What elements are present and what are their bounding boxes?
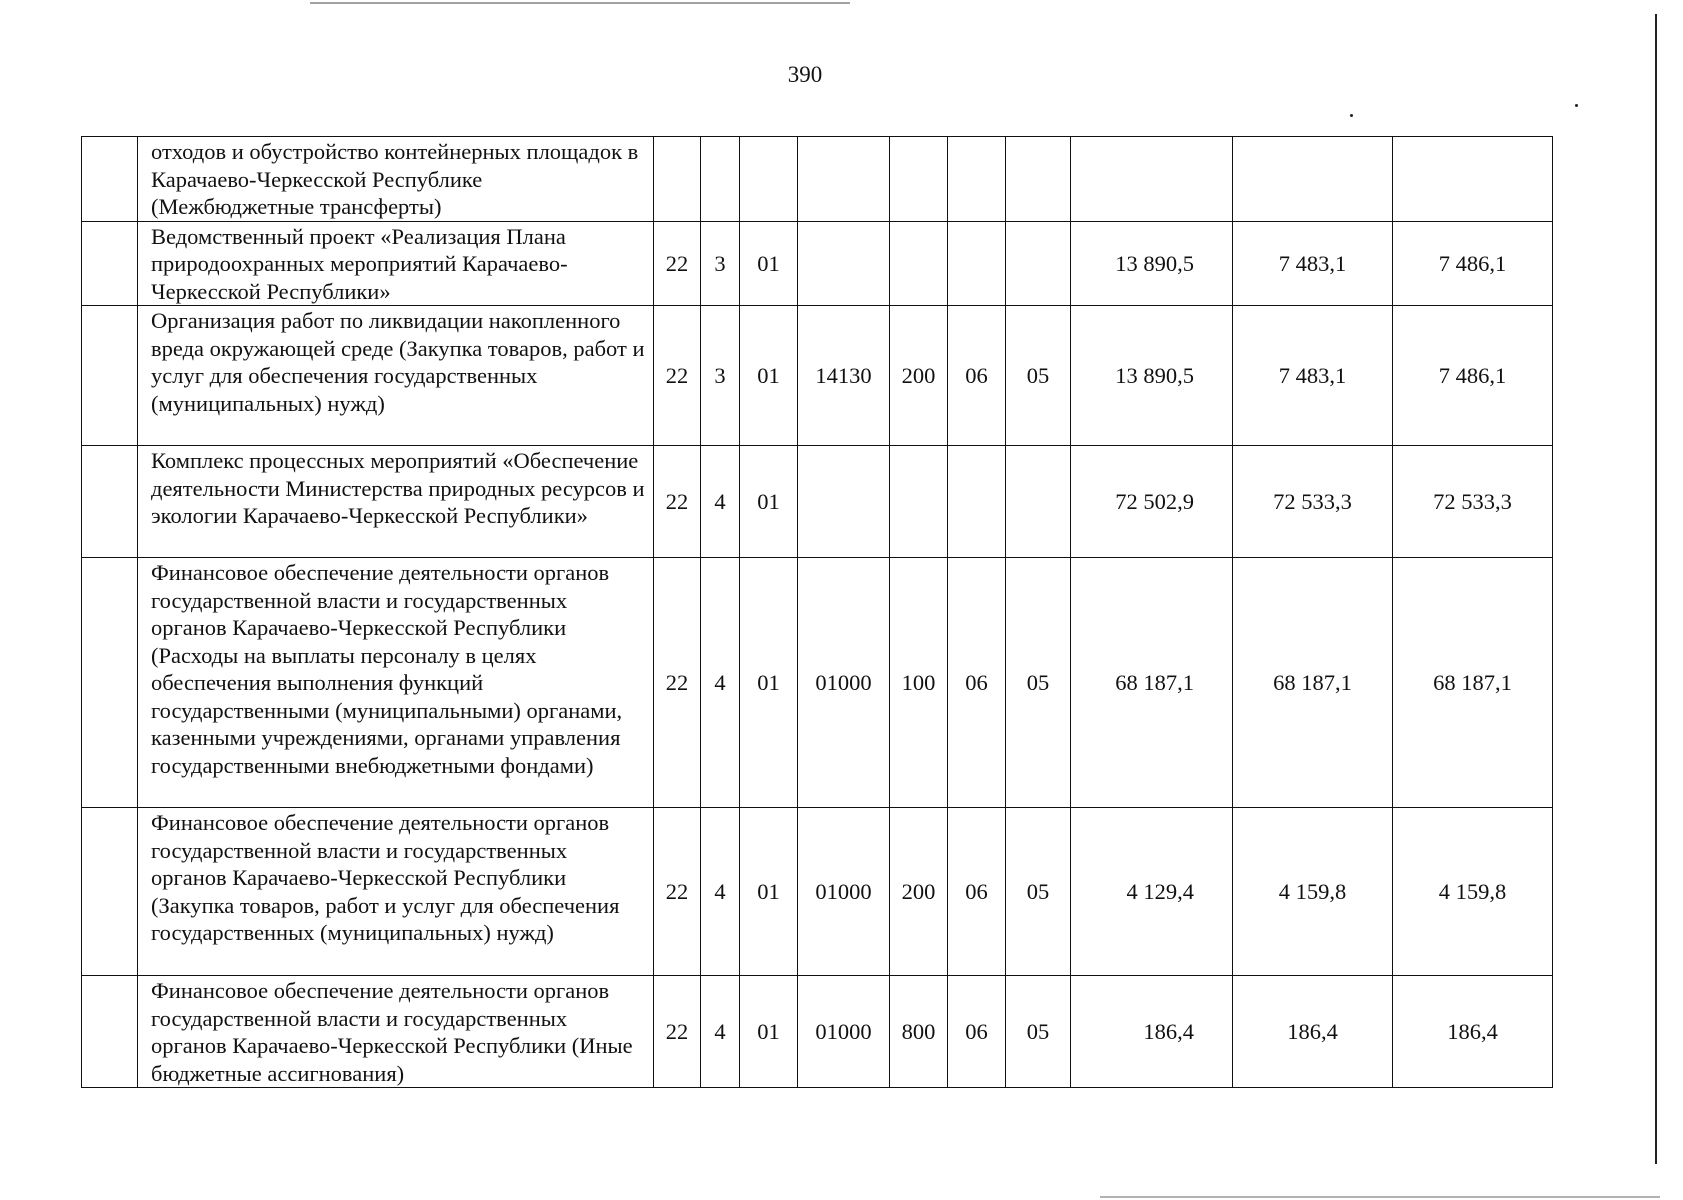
code-cell: 01 [740,221,798,306]
row-name: Финансовое обеспечение деятельности органов государственной власти и государственных органов Карачаево-Черкесской Республики (Расходы на выплаты персоналу в целях обеспечения выполнения функций государственными (муниципальными) органами, казенными учреждениями, органами управления государственными внебюджетными фондами) [138,558,654,808]
code-cell [654,137,701,222]
page-number: 390 [787,62,823,87]
row-name: Финансовое обеспечение деятельности органов государственной власти и государственных органов Карачаево-Черкесской Республики (Иные бюджетные ассигнования) [138,976,654,1088]
code-cell: 800 [890,976,948,1088]
code-cell [798,137,890,222]
amount-cell [1393,137,1553,222]
amount-cell: 186,4 [1233,976,1393,1088]
code-cell: 06 [948,558,1006,808]
code-cell: 4 [701,976,740,1088]
amount-cell: 4 159,8 [1233,808,1393,976]
code-cell: 22 [654,808,701,976]
code-cell: 05 [1006,976,1071,1088]
table-row [82,558,1553,808]
table-row [82,808,1553,976]
code-cell: 22 [654,221,701,306]
code-cell: 01000 [798,558,890,808]
amount-cell: 72 502,9 [1071,446,1233,558]
amount-cell [1233,137,1393,222]
code-cell: 01 [740,446,798,558]
code-cell: 3 [701,306,740,446]
row-name: Финансовое обеспечение деятельности органов государственной власти и государственных органов Карачаево-Черкесской Республики (Закупка товаров, работ и услуг для обеспечения государственных (муниципальных) нужд) [138,808,654,976]
row-name: Ведомственный проект «Реализация Плана природоохранных мероприятий Карачаево-Черкесской Республики» [138,221,654,306]
amount-cell: 68 187,1 [1233,558,1393,808]
code-cell: 14130 [798,306,890,446]
amount-cell: 13 890,5 [1071,221,1233,306]
code-cell [890,137,948,222]
amount-cell: 72 533,3 [1393,446,1553,558]
code-cell: 01 [740,306,798,446]
code-cell [948,221,1006,306]
code-cell: 01 [740,808,798,976]
scan-edge-right [1655,14,1657,1164]
amount-cell: 13 890,5 [1071,306,1233,446]
scan-edge-bottom [1100,1196,1660,1198]
code-cell: 4 [701,558,740,808]
code-cell [740,137,798,222]
code-cell [948,446,1006,558]
code-cell [890,446,948,558]
row-name: Организация работ по ликвидации накопленного вреда окружающей среде (Закупка товаров, работ и услуг для обеспечения государственных (муниципальных) нужд) [138,306,654,446]
code-cell: 01000 [798,976,890,1088]
blank-cell [82,446,138,558]
code-cell: 4 [701,446,740,558]
scan-speck [1350,114,1353,117]
code-cell [798,221,890,306]
budget-table [81,136,1553,1088]
code-cell: 4 [701,808,740,976]
code-cell: 01000 [798,808,890,976]
table-row [82,446,1553,558]
amount-cell: 7 483,1 [1233,306,1393,446]
amount-cell [1071,137,1233,222]
code-cell [1006,446,1071,558]
amount-cell: 4 129,4 [1071,808,1233,976]
amount-cell: 186,4 [1071,976,1233,1088]
amount-cell: 7 486,1 [1393,221,1553,306]
amount-cell: 4 159,8 [1393,808,1553,976]
blank-cell [82,976,138,1088]
code-cell: 22 [654,976,701,1088]
amount-cell: 7 483,1 [1233,221,1393,306]
code-cell: 01 [740,976,798,1088]
scan-edge-top [310,2,850,4]
code-cell: 22 [654,558,701,808]
code-cell: 05 [1006,306,1071,446]
code-cell [1006,137,1071,222]
table-row [82,976,1553,1088]
code-cell: 06 [948,306,1006,446]
code-cell: 06 [948,808,1006,976]
code-cell: 05 [1006,558,1071,808]
code-cell: 200 [890,808,948,976]
amount-cell: 68 187,1 [1393,558,1553,808]
code-cell: 22 [654,446,701,558]
amount-cell: 186,4 [1393,976,1553,1088]
blank-cell [82,137,138,222]
code-cell [1006,221,1071,306]
code-cell: 01 [740,558,798,808]
code-cell: 100 [890,558,948,808]
code-cell [798,446,890,558]
blank-cell [82,306,138,446]
code-cell: 3 [701,221,740,306]
row-name: Комплекс процессных мероприятий «Обеспечение деятельности Министерства природных ресурсов и экологии Карачаево-Черкесской Республики» [138,446,654,558]
code-cell [948,137,1006,222]
blank-cell [82,808,138,976]
code-cell: 22 [654,306,701,446]
code-cell: 06 [948,976,1006,1088]
code-cell: 200 [890,306,948,446]
table-row [82,137,1553,222]
table-row [82,306,1553,446]
code-cell: 05 [1006,808,1071,976]
scan-speck [1575,104,1578,107]
row-name: отходов и обустройство контейнерных площадок в Карачаево-Черкесской Республике (Межбюджетные трансферты) [138,137,654,222]
code-cell [701,137,740,222]
table-row [82,221,1553,306]
code-cell [890,221,948,306]
blank-cell [82,558,138,808]
amount-cell: 68 187,1 [1071,558,1233,808]
amount-cell: 72 533,3 [1233,446,1393,558]
blank-cell [82,221,138,306]
amount-cell: 7 486,1 [1393,306,1553,446]
